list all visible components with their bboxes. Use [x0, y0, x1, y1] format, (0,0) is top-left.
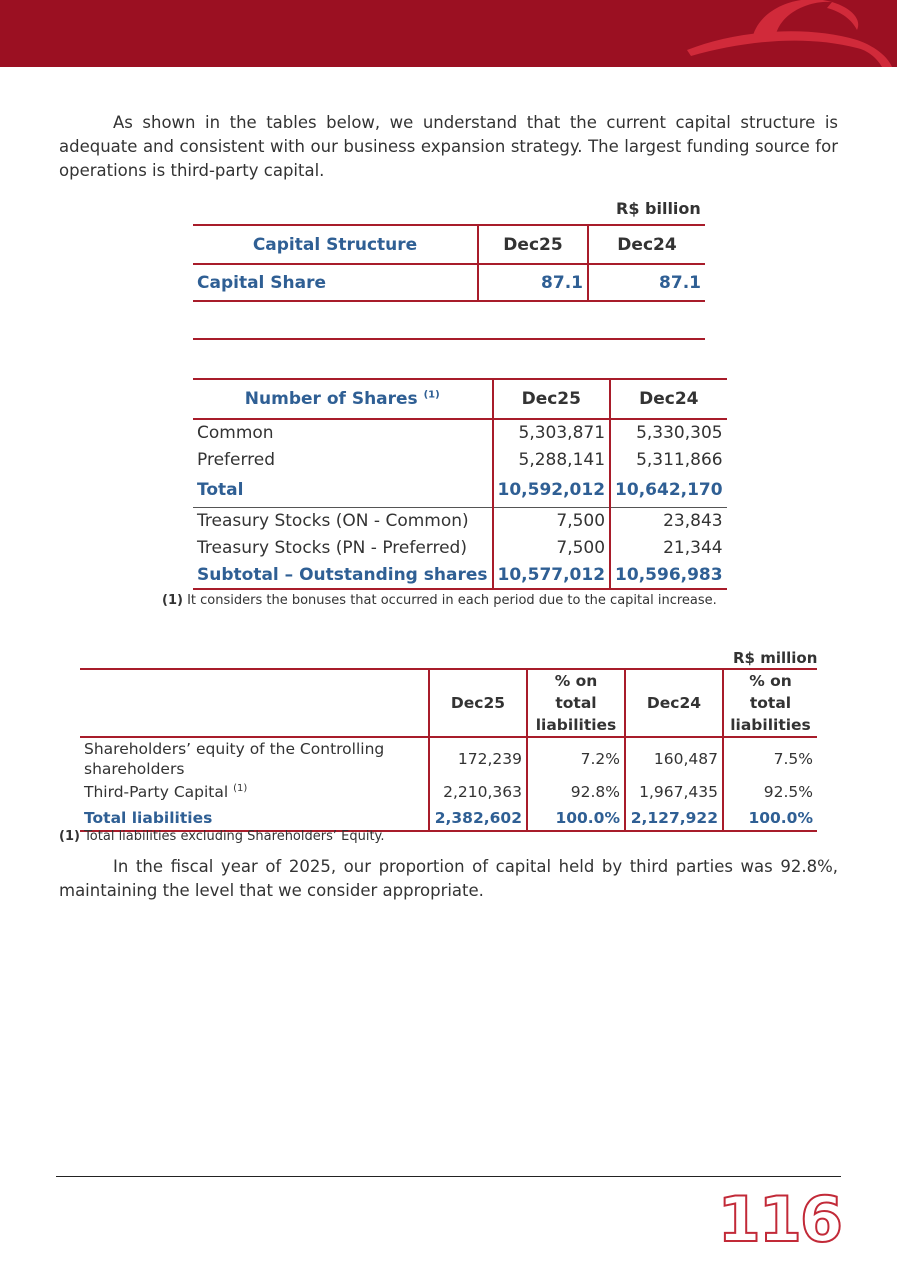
- shares-footnote: (1) It considers the bonuses that occurred in each period due to the capital increase.: [162, 593, 717, 608]
- intro-paragraph: As shown in the tables below, we understand that the current capital structure is adequate and consistent with our business expansion strategy. The largest funding source for operations is third-party capital.: [59, 113, 838, 180]
- closing-paragraph: In the fiscal year of 2025, our proportion of capital held by third parties was 92.8%, maintaining the level that we consider appropriate.: [59, 857, 838, 900]
- capital-share-dec24: 87.1: [588, 264, 705, 301]
- unit-label-billion: R$ billion: [616, 199, 701, 218]
- capital-share-label: Capital Share: [197, 272, 327, 293]
- col-dec25: Dec25: [478, 225, 588, 264]
- table-divider: [193, 338, 705, 340]
- table-row: Treasury Stocks (PN - Preferred) 7,500 21,344: [193, 534, 727, 561]
- total-row: Total liabilities 2,382,602 100.0% 2,127,922 100.0%: [80, 805, 817, 831]
- liabilities-table: Dec25 % on total liabilities Dec24 % on total liabilities Shareholders’ equity of the Controlling shareholders 172,239 7.2% 160,487 7.5% Third-Party Capital $^{(1)}$ 2,210,363 92.8% 1,967,435 92.5% Total liabilities 2,382,602 100.0% 2,127,922 100.0%: [80, 668, 817, 832]
- page-header-band: [0, 0, 897, 67]
- brand-swoosh-icon: [657, 0, 897, 67]
- empty-header-cell: [80, 669, 429, 737]
- capital-structure-table: [193, 224, 705, 302]
- table-row: Preferred 5,288,141 5,311,866: [193, 446, 727, 473]
- col-dec24: Dec24: [588, 225, 705, 264]
- number-of-shares-table: [193, 378, 727, 590]
- unit-label-million: R$ million: [733, 649, 818, 667]
- table-row: Common 5,303,871 5,330,305: [193, 419, 727, 446]
- footer-rule: [56, 1176, 841, 1177]
- capital-structure-header: Capital Structure: [252, 234, 418, 255]
- total-row: Total 10,592,012 10,642,170: [193, 473, 727, 507]
- capital-share-dec25: 87.1: [478, 264, 588, 301]
- liabilities-footnote: (1) Total liabilities excluding Shareholders’ Equity.: [59, 829, 385, 844]
- page-number: 116: [717, 1183, 841, 1256]
- shares-header: Number of Shares $^{(1)}$: [244, 389, 440, 409]
- table-row: Treasury Stocks (ON - Common) 7,500 23,843: [193, 507, 727, 534]
- table-row: Shareholders’ equity of the Controlling shareholders 172,239 7.2% 160,487 7.5%: [80, 737, 817, 779]
- col-dec25: Dec25: [493, 379, 611, 419]
- col-dec24: Dec24: [610, 379, 727, 419]
- subtotal-row: Subtotal – Outstanding shares 10,577,012 10,596,983: [193, 561, 727, 589]
- table-row: Third-Party Capital $^{(1)}$ 2,210,363 92.8% 1,967,435 92.5%: [80, 779, 817, 805]
